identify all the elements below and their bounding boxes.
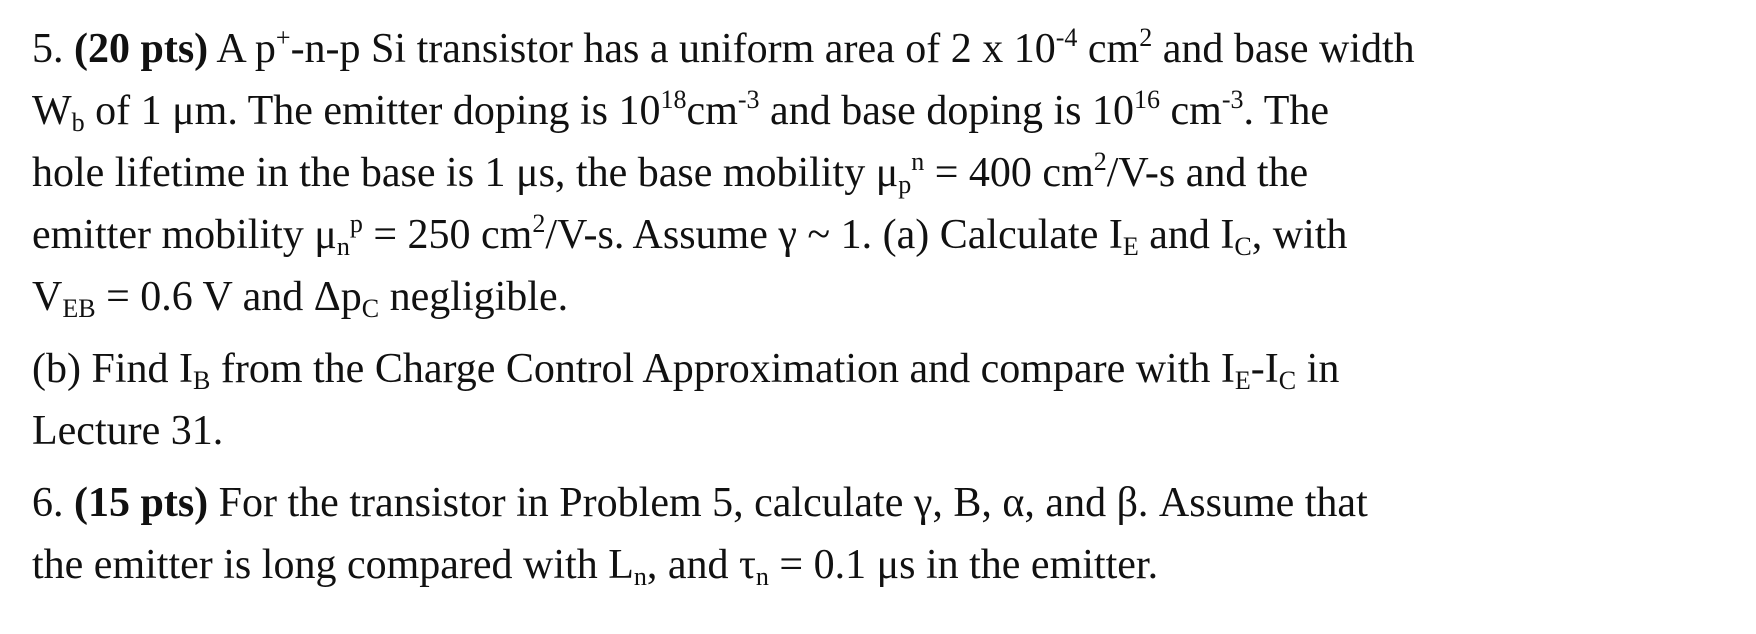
- problem-5-line-2: $W_b$ of 1 μm. The emitter doping is $10^{18}cm^{-3}$ and base doping is $10^{16}$ $cm^{-3}$. The: [32, 84, 1330, 137]
- problem-5-line-3: hole lifetime in the base is 1 μs, the base mobility $\mu_p^n = 400$ $cm^2/V-s$ and the: [32, 146, 1309, 199]
- problem-5: [32, 18, 1744, 328]
- document-page: [32, 18, 1744, 596]
- part-b-line-2: Lecture 31.: [32, 408, 224, 454]
- problem-5-points: (20 pts): [74, 26, 209, 72]
- problem-5-line-5: $V_{EB} = 0.6$ V and $\Delta p_C$ negligible.: [32, 274, 569, 323]
- problem-6: [32, 472, 1744, 596]
- problem-5-text-1: A p+-n-p Si transistor has a uniform area of 2 x $10^{-4}$ $cm^2$ and base width: [208, 22, 1415, 72]
- problem-5-part-b: [32, 338, 1744, 462]
- problem-5-line-1: [32, 18, 1744, 80]
- problem-6-points: (15 pts): [74, 480, 209, 526]
- part-b-line-1: (b) Find $I_B$ from the Charge Control Approximation and compare with $I_E-I_C$ in: [32, 346, 1340, 395]
- problem-5-number: 5.: [32, 26, 64, 72]
- problem-6-line-2: the emitter is long compared with $L_n$, and $\tau_n = 0.1$ μs in the emitter.: [32, 542, 1159, 591]
- problem-6-line-1: [32, 472, 1744, 534]
- problem-6-text-1: For the transistor in Problem 5, calculate γ, B, α, and β. Assume that: [208, 480, 1368, 526]
- problem-6-number: 6.: [32, 480, 64, 526]
- problem-5-line-4: emitter mobility $\mu_n^p = 250$ $cm^2/V-s$. Assume γ ~ 1. (a) Calculate $I_E$ and $I_C$, with: [32, 208, 1348, 261]
